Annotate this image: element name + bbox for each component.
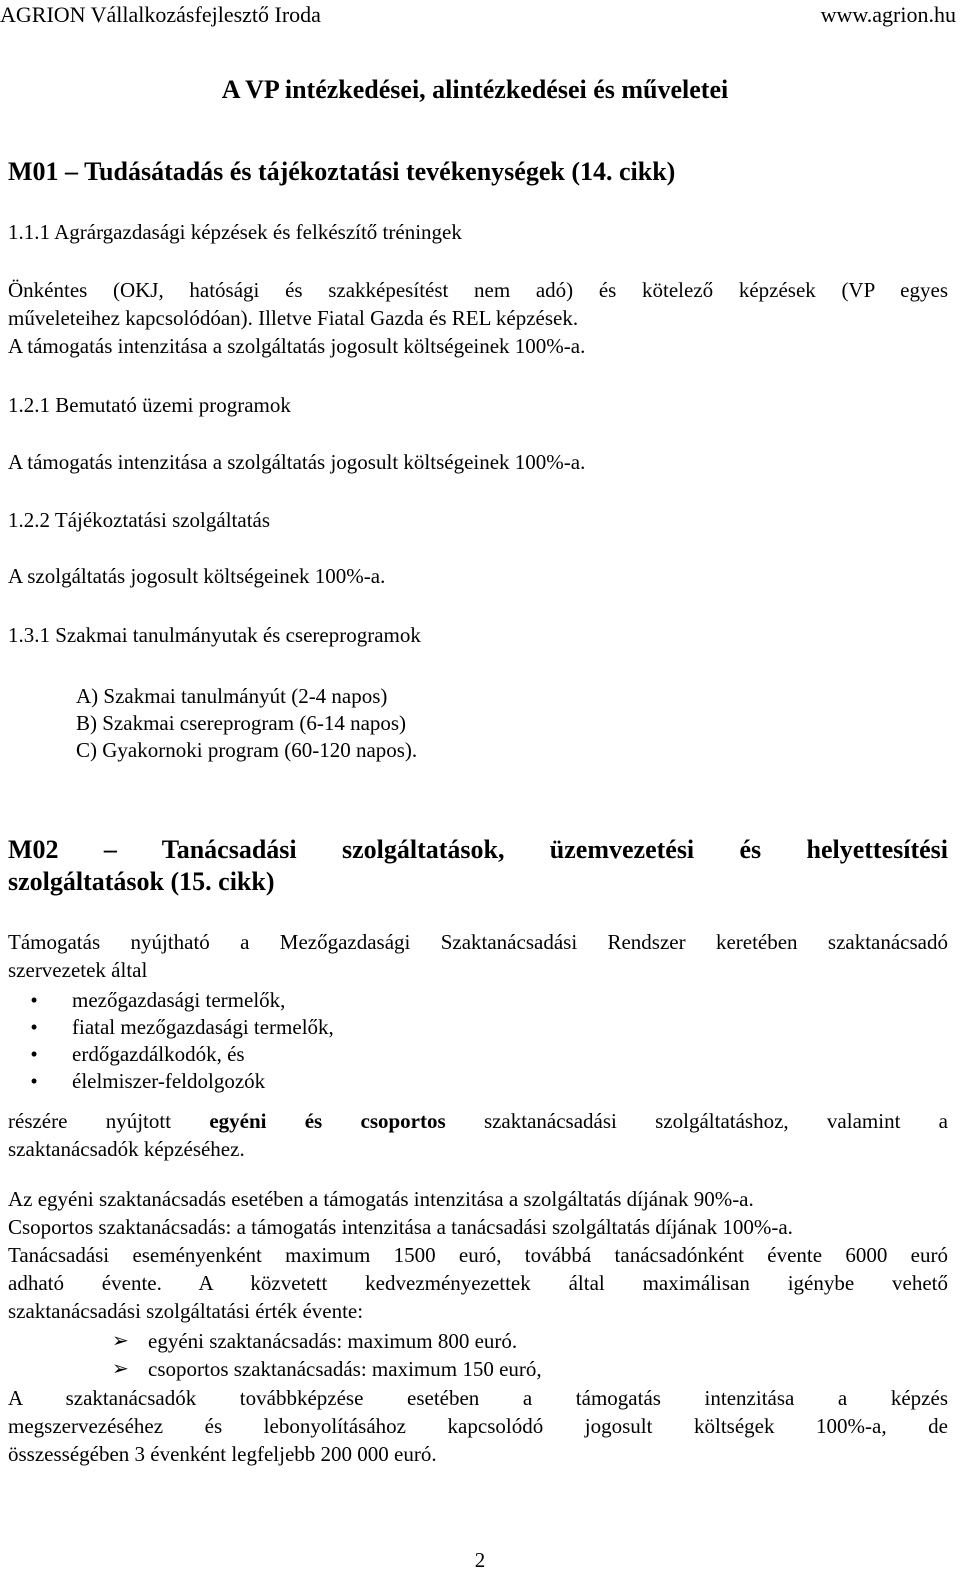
m02-heading xyxy=(8,834,948,898)
m02-p2-line-1: Az egyéni szaktanácsadás esetében a támogatás intenzitása a szolgáltatás díjának 90%-a. xyxy=(8,1187,754,1211)
m02-arrow-list xyxy=(8,1327,948,1383)
bold-csoportos: csoportos xyxy=(360,1109,446,1133)
m02-p4-line-3: összességében 3 évenként legfeljebb 200 000 euró. xyxy=(8,1442,437,1466)
section-111-heading: 1.1.1 Agrárgazdasági képzések és felkészítő tréningek xyxy=(8,220,462,244)
m02-training-paragraph xyxy=(8,1384,948,1468)
header-right-url: www.agrion.hu xyxy=(820,2,956,27)
list-item: B) Szakmai csereprogram (6-14 napos) xyxy=(76,711,407,735)
section-121-heading: 1.2.1 Bemutató üzemi programok xyxy=(8,393,291,417)
arrow-bullet-icon: ➢ xyxy=(112,1358,129,1380)
m02-heading-line-1: M02 – Tanácsadási szolgáltatások, üzemvezetési és helyettesítési xyxy=(8,835,948,864)
bold-egyeni: egyéni xyxy=(209,1109,267,1133)
bullet-icon: • xyxy=(30,1042,38,1066)
list-item: • mezőgazdasági termelők, xyxy=(8,987,948,1014)
m02-intro xyxy=(8,928,948,984)
list-item: ➢ egyéni szaktanácsadás: maximum 800 euró. xyxy=(112,1329,518,1353)
m02-intensity-paragraph xyxy=(8,1185,948,1241)
list-item: • élelmiszer-feldolgozók xyxy=(8,1068,948,1095)
m02-after-line-1: részére nyújtott egyéni és csoportos szaktanácsadási szolgáltatáshoz, valamint a xyxy=(8,1109,948,1133)
bullet-icon: • xyxy=(30,1015,38,1039)
page-number: 2 xyxy=(474,1548,486,1572)
section-111-line-2: műveleteihez kapcsolódóan). Illetve Fiatal Gazda és REL képzések. xyxy=(8,306,579,330)
bullet-icon: • xyxy=(30,1069,38,1093)
m02-limits-paragraph xyxy=(8,1241,948,1325)
m02-intro-line-2: szervezetek által xyxy=(8,958,148,982)
section-131-list xyxy=(76,683,417,764)
m02-p3-line-1: Tanácsadási eseményenként maximum 1500 euró, továbbá tanácsadónként évente 6000 euró xyxy=(8,1243,948,1267)
m02-bullet-list xyxy=(8,987,948,1095)
m02-intro-line-1: Támogatás nyújtható a Mezőgazdasági Szaktanácsadási Rendszer keretében szaktanácsadó xyxy=(8,930,948,954)
m02-after-bullets xyxy=(8,1107,948,1163)
m02-p3-line-2: adható évente. A közvetett kedvezményezettek által maximálisan igénybe vehető xyxy=(8,1271,948,1295)
section-111-line-1: Önkéntes (OKJ, hatósági és szakképesítést nem adó) és kötelező képzések (VP egyes xyxy=(8,278,948,302)
m02-heading-line-2: szolgáltatások (15. cikk) xyxy=(8,867,275,896)
section-111-line-3: A támogatás intenzitása a szolgáltatás jogosult költségeinek 100%-a. xyxy=(8,334,586,358)
section-111-body xyxy=(8,276,948,360)
section-121-text: A támogatás intenzitása a szolgáltatás jogosult költségeinek 100%-a. xyxy=(8,450,586,474)
header-left: AGRION Vállalkozásfejlesztő Iroda xyxy=(0,2,321,27)
page-title: A VP intézkedései, alintézkedései és műveletei xyxy=(221,75,729,104)
section-122-text: A szolgáltatás jogosult költségeinek 100%-a. xyxy=(8,564,386,588)
list-item: A) Szakmai tanulmányút (2-4 napos) xyxy=(76,684,388,708)
section-122-heading: 1.2.2 Tájékoztatási szolgáltatás xyxy=(8,508,271,532)
arrow-bullet-icon: ➢ xyxy=(112,1330,129,1352)
m02-after-line-2: szaktanácsadók képzéséhez. xyxy=(8,1137,245,1161)
list-item: ➢ csoportos szaktanácsadás: maximum 150 euró, xyxy=(112,1357,542,1381)
bold-es: és xyxy=(304,1109,323,1133)
list-item: • fiatal mezőgazdasági termelők, xyxy=(8,1014,948,1041)
m02-p3-line-3: szaktanácsadási szolgáltatási érték évente: xyxy=(8,1299,364,1323)
section-131-heading: 1.3.1 Szakmai tanulmányutak és csereprogramok xyxy=(8,623,421,647)
m02-p4-line-2: megszervezéséhez és lebonyolításához kapcsolódó jogosult költségek 100%-a, de xyxy=(8,1414,948,1438)
list-item: C) Gyakornoki program (60-120 napos). xyxy=(76,738,418,762)
m02-p4-line-1: A szaktanácsadók továbbképzése esetében a támogatás intenzitása a képzés xyxy=(8,1386,948,1410)
m01-heading: M01 – Tudásátadás és tájékoztatási tevékenységek (14. cikk) xyxy=(8,157,676,186)
list-item: • erdőgazdálkodók, és xyxy=(8,1041,948,1068)
bullet-icon: • xyxy=(30,988,38,1012)
m02-p2-line-2: Csoportos szaktanácsadás: a támogatás intenzitása a tanácsadási szolgáltatás díjának 100%-a. xyxy=(8,1215,793,1239)
